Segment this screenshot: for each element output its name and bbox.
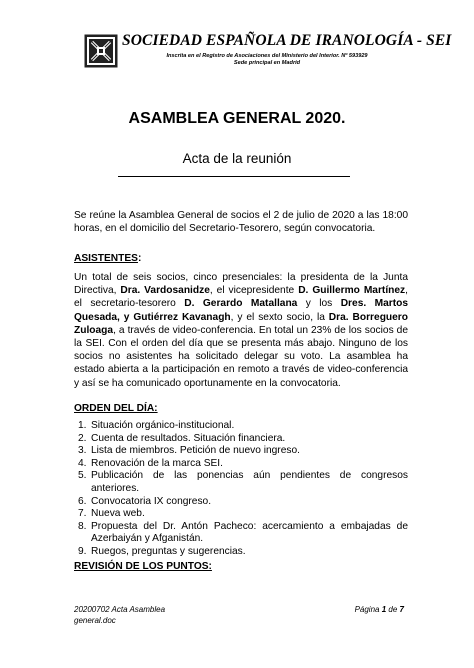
agenda-item-number: 6. — [78, 495, 87, 507]
agenda-item-number: 9. — [78, 545, 87, 557]
agenda-item-text: Ruegos, preguntas y sugerencias. — [91, 545, 246, 557]
attendee-name: D. Gerardo Matallana — [184, 298, 298, 310]
page-number — [355, 605, 404, 614]
agenda-item — [74, 521, 408, 546]
agenda-item — [74, 546, 408, 559]
agenda-item-number: 2. — [78, 432, 87, 444]
page-label: Página — [354, 605, 380, 614]
attendees-heading-label: ASISTENTES — [74, 253, 138, 264]
attendee-name: Dra. Borreguero Zuloaga — [74, 311, 408, 336]
agenda-item — [74, 458, 408, 471]
attendee-name: D. Guillermo Martínez — [298, 285, 406, 297]
footer-filename-line: 20200702 Acta Asamblea — [74, 605, 166, 614]
document-subtitle: Acta de la reunión — [182, 151, 292, 166]
agenda-item-number: 8. — [78, 520, 87, 532]
agenda-item-text: Renovación de la marca SEI. — [91, 457, 223, 469]
attendee-name: Dra. Vardosanidze — [120, 285, 210, 297]
attendees-text: Un total de seis socios, cinco presenciales: la presidenta de la Junta Directiva, — [74, 272, 408, 297]
agenda-item — [74, 433, 408, 446]
sei-logo-icon — [84, 34, 118, 68]
total-pages: 7 — [399, 605, 404, 614]
agenda-item — [74, 470, 408, 495]
attendees-text: y los — [305, 298, 333, 310]
organization-registry — [122, 53, 412, 67]
agenda-item-text: Situación orgánico-institucional. — [91, 420, 235, 431]
agenda-item — [74, 445, 408, 458]
review-heading: REVISIÓN DE LOS PUNTOS: — [74, 561, 212, 572]
agenda-item-number: 7. — [78, 508, 87, 520]
agenda-list — [74, 420, 408, 559]
title-divider — [118, 176, 350, 177]
agenda-item-text: Lista de miembros. Petición de nuevo ingreso. — [91, 445, 300, 457]
page-of: de — [388, 605, 398, 614]
agenda-heading: ORDEN DEL DÍA: — [74, 403, 158, 414]
agenda-item — [74, 496, 408, 509]
attendee-name: Dres. Martos Quesada, y Gutiérrez Kavanagh — [74, 298, 408, 323]
agenda-item-text: Nueva web. — [91, 508, 145, 520]
attendees-text: , a través de video-conferencia. En total un 23% de los socios de la SEI. Con el orden del día que se presenta más abajo. Ninguno de los socios no asistentes ha solicitado delegar su voto. La asamblea ha estado abierta a la participación en remoto a través de video-conferencia y así se ha comunicado oportunamente en la convocatoria. — [74, 324, 408, 389]
footer-filename-line: general.doc — [74, 615, 116, 625]
agenda-item-text: Cuenta de resultados. Situación financiera. — [91, 432, 286, 444]
attendees-text: , y el sexto socio, la — [230, 311, 325, 323]
intro-paragraph: Se reúne la Asamblea General de socios el 2 de julio de 2020 a las 18:00 horas, en el domicilio del Secretario-Tesorero, según convocatoria. — [74, 210, 408, 235]
agenda-item-number: 3. — [78, 445, 87, 457]
seat-line: Sede principal en Madrid — [233, 60, 301, 66]
agenda-item-text: Propuesta del Dr. Antón Pacheco: acercamiento a embajadas de Azerbaiyán y Afganistán. — [91, 520, 408, 545]
organization-name: SOCIEDAD ESPAÑOLA DE IRANOLOGÍA - SEI — [122, 32, 452, 49]
agenda-item — [74, 508, 408, 521]
agenda-item-text: Convocatoria IX congreso. — [91, 495, 212, 507]
footer-filename — [74, 605, 165, 626]
agenda-item-text: Publicación de las ponencias aún pendientes de congresos anteriores. — [91, 470, 408, 494]
current-page: 1 — [381, 605, 387, 614]
registry-line: Inscrita en el Registro de Asociaciones del Ministerio del Interior. Nº 593929 — [166, 53, 368, 59]
agenda-item-number: 1. — [78, 420, 87, 431]
attendees-heading-colon: : — [137, 253, 142, 264]
document-title: ASAMBLEA GENERAL 2020. — [128, 110, 346, 127]
agenda-item — [74, 420, 408, 433]
attendees-text: , el secretario-tesorero — [74, 285, 408, 310]
attendees-text: , el vicepresidente — [209, 285, 295, 297]
agenda-item-number: 4. — [78, 457, 87, 469]
attendees-heading — [74, 253, 141, 264]
agenda-item-number: 5. — [78, 470, 87, 482]
attendees-paragraph — [74, 271, 408, 390]
